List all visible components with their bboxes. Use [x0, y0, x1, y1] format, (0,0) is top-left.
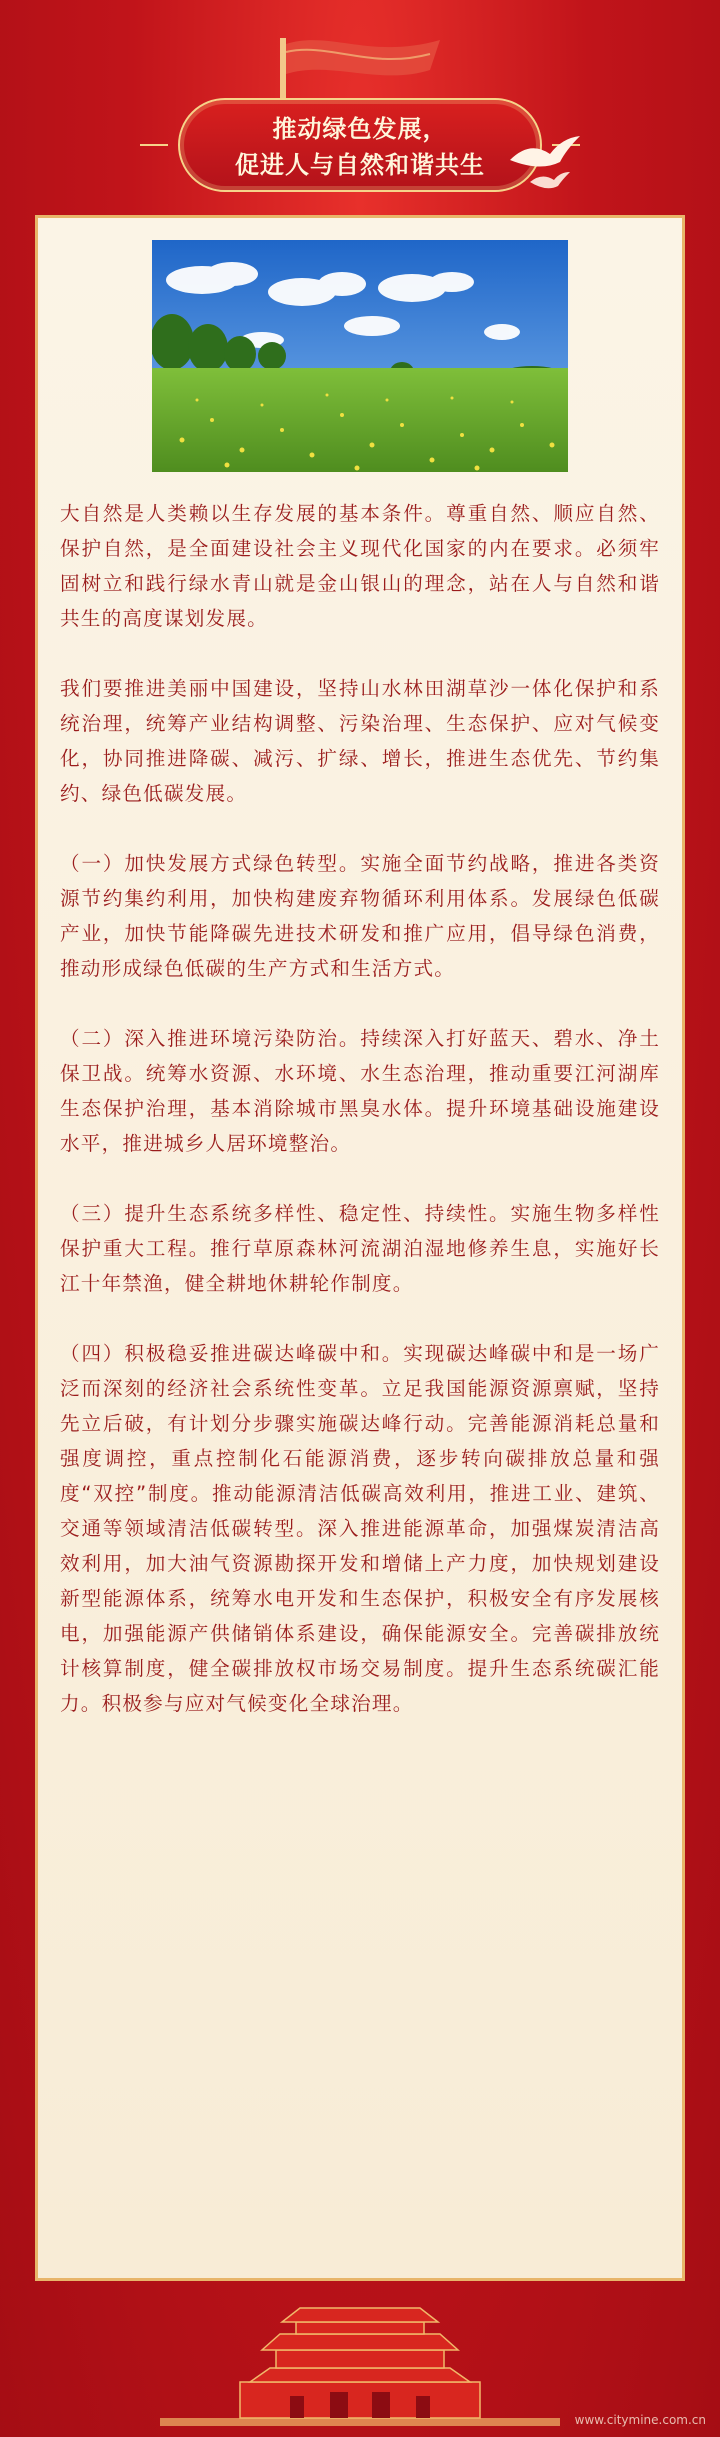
- title-line-1: 推动绿色发展，: [272, 115, 448, 143]
- paragraph-section-4: （四）积极稳妥推进碳达峰碳中和。实现碳达峰碳中和是一场广泛而深刻的经济社会系统性变革。立足我国能源资源禀赋，坚持先立后破，有计划分步骤实施碳达峰行动。完善能源消耗总量和强度调控，重点控制化石能源消费，逐步转向碳排放总量和强度“双控”制度。推动能源清洁低碳高效利用，推进工业、建筑、交通等领域清洁低碳转型。深入推进能源革命，加强煤炭清洁高效利用，加大油气资源勘探开发和增储上产力度，加快规划建设新型能源体系，统筹水电开发和生态保护，积极安全有序发展核电，加强能源产供储销体系建设，确保能源安全。完善碳排放统计核算制度，健全碳排放权市场交易制度。提升生态系统碳汇能力。积极参与应对气候变化全球治理。: [60, 1342, 660, 1715]
- content-panel: [38, 218, 682, 2278]
- paragraph-section-1: （一）加快发展方式绿色转型。实施全面节约战略，推进各类资源节约集约利用，加快构建废弃物循环利用体系。发展绿色低碳产业，加快节能降碳先进技术研发和推广应用，倡导绿色消费，推动形成绿色低碳的生产方式和生活方式。: [60, 852, 660, 980]
- paragraph-intro: 大自然是人类赖以生存发展的基本条件。尊重自然、顺应自然、保护自然，是全面建设社会主义现代化国家的内在要求。必须牢固树立和践行绿水青山就是金山银山的理念，站在人与自然和谐共生的高度谋划发展。: [60, 502, 660, 630]
- title-line-2: 促进人与自然和谐共生: [235, 151, 485, 179]
- meadow-photo: [152, 240, 568, 472]
- dove-icon: [500, 120, 590, 200]
- paragraph-section-2: （二）深入推进环境污染防治。持续深入打好蓝天、碧水、净土保卫战。统筹水资源、水环境、水生态治理，推动重要江河湖库生态保护治理，基本消除城市黑臭水体。提升环境基础设施建设水平，推进城乡人居环境整治。: [60, 1027, 660, 1155]
- paragraph-overview: 我们要推进美丽中国建设，坚持山水林田湖草沙一体化保护和系统治理，统筹产业结构调整、污染治理、生态保护、应对气候变化，协同推进降碳、减污、扩绿、增长，推进生态优先、节约集约、绿色低碳发展。: [60, 677, 660, 805]
- ornament-left: [140, 144, 168, 146]
- paragraph-section-3: （三）提升生态系统多样性、稳定性、持续性。实施生物多样性保护重大工程。推行草原森林河流湖泊湿地修养生息，实施好长江十年禁渔，健全耕地休耕轮作制度。: [60, 1202, 660, 1295]
- title-badge: [178, 98, 542, 192]
- article-body: [60, 496, 660, 1756]
- watermark: www.citymine.com.cn: [574, 2413, 706, 2427]
